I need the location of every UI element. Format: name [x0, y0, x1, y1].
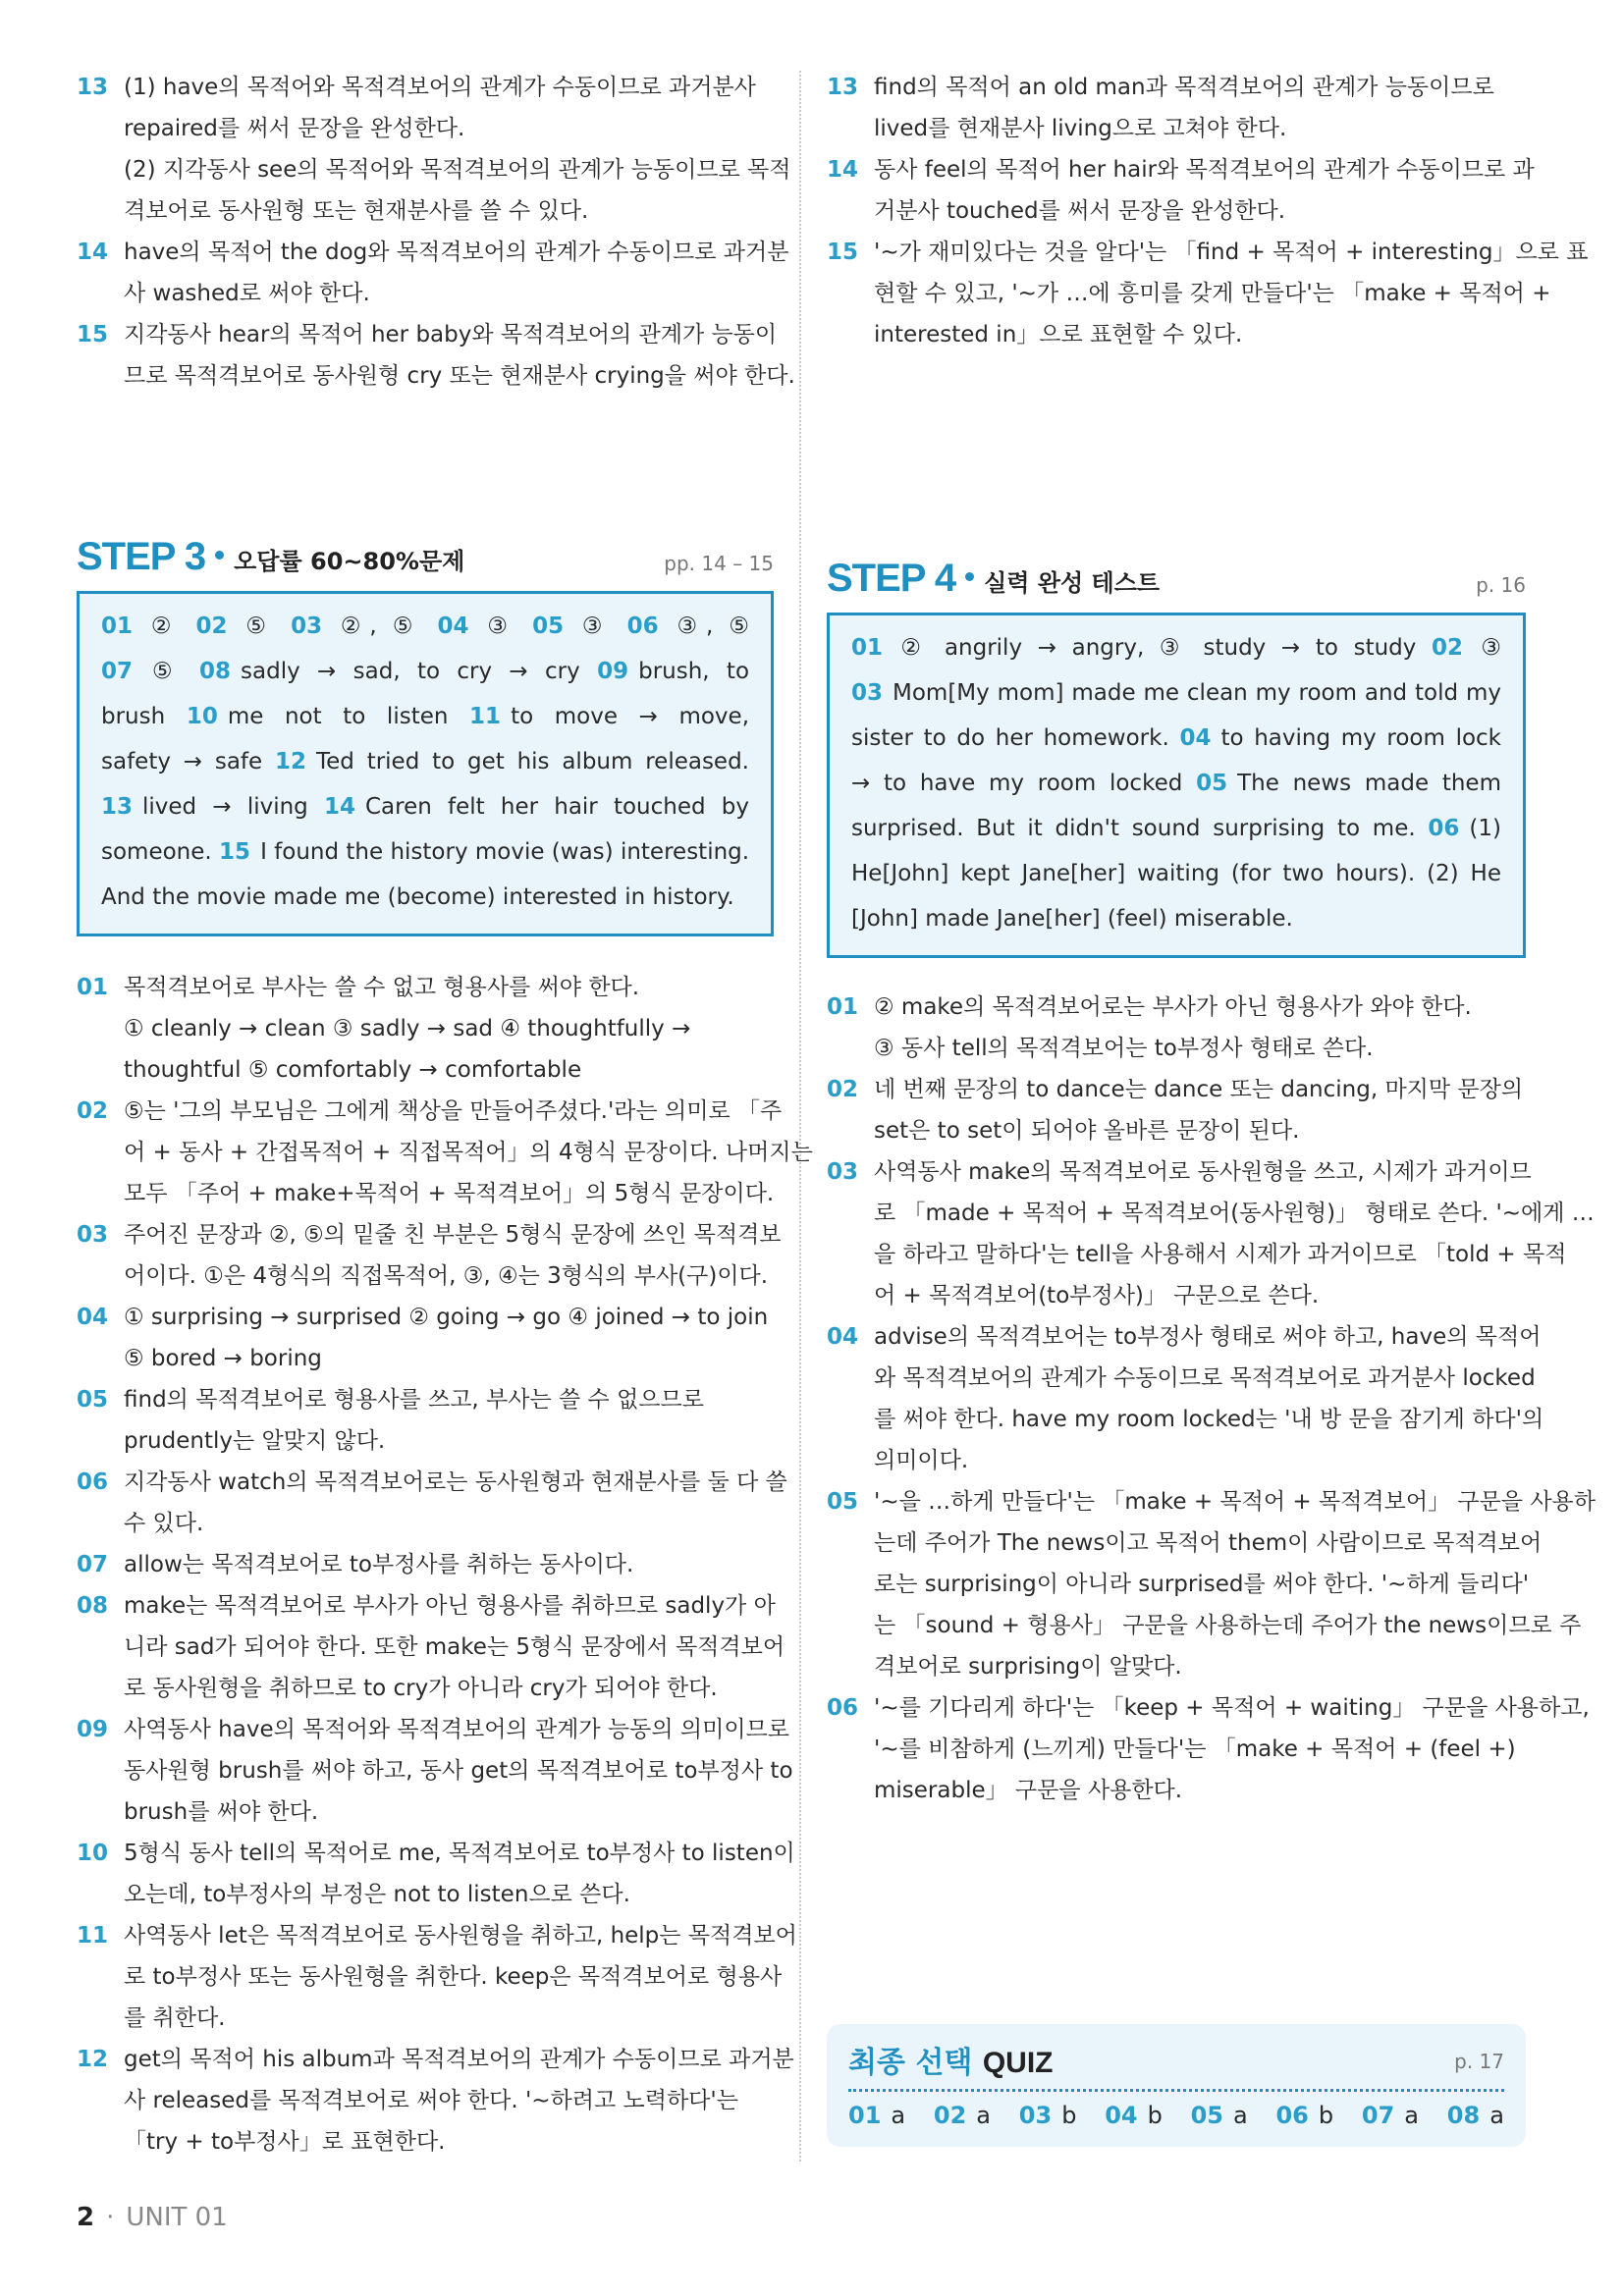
answer-segment — [275, 749, 749, 774]
item-text-line: thoughtful ⑤ comfortably → comfortable — [124, 1057, 582, 1083]
item-text-line: 사 released를 목적격보어로 써야 한다. '~하려고 노력하다'는 — [124, 2088, 738, 2113]
item-text-line: 을 하라고 말하다'는 tell을 사용해서 시제가 과거이므로 「told + 목적 — [874, 1242, 1567, 1267]
item-text-line: 의미이다. — [874, 1448, 969, 1473]
column-divider — [799, 71, 801, 2162]
step4-page-ref: p. 16 — [1476, 573, 1526, 597]
item-number: 08 — [77, 1593, 109, 1619]
item-text-line: 로 to부정사 또는 동사원형을 취한다. keep은 목적격보어로 형용사 — [124, 1964, 783, 1990]
answer-number: 09 — [597, 659, 629, 684]
explanation-item — [77, 1585, 785, 1709]
item-text-line: 「try + to부정사」로 표현한다. — [124, 2129, 446, 2155]
item-text-line: 어 + 동사 + 간접목적어 + 직접목적어」의 4형식 문장이다. 나머지는 — [124, 1140, 813, 1165]
item-number: 14 — [827, 157, 859, 183]
answer-segment — [291, 614, 421, 639]
answer-number: 08 — [199, 659, 232, 684]
item-number: 02 — [827, 1077, 859, 1102]
answer-segment — [101, 704, 165, 729]
answer-line — [101, 829, 749, 875]
item-number: 13 — [77, 75, 109, 100]
answer-line — [851, 851, 1501, 896]
item-text-line: 현할 수 있고, '~가 …에 흥미를 갖게 만들다'는 「make + 목적어 + — [874, 281, 1551, 306]
answer-text: [John] made Jane[her] (feel) miserable. — [851, 906, 1293, 932]
item-text-line: 목적격보어로 부사는 쓸 수 없고 형용사를 써야 한다. — [124, 975, 640, 1000]
answer-number: 07 — [101, 659, 134, 684]
item-number: 03 — [77, 1222, 109, 1248]
unit-label: UNIT 01 — [126, 2203, 228, 2232]
item-text-line: find의 목적격보어로 형용사를 쓰고, 부사는 쓸 수 없으므로 — [124, 1387, 704, 1413]
answer-number: 10 — [186, 704, 218, 729]
step4-subtitle: 실력 완성 테스트 — [984, 568, 1161, 597]
quiz-number: 05 — [1190, 2102, 1223, 2129]
quiz-choice: a — [976, 2102, 992, 2129]
quiz-answer — [1447, 2102, 1504, 2129]
step3-explanations — [77, 967, 813, 2163]
answer-text: → to have my room locked — [851, 771, 1183, 796]
item-number: 05 — [827, 1489, 859, 1515]
quiz-choice: b — [1147, 2102, 1163, 2129]
item-text-line: 거분사 touched를 써서 문장을 완성한다. — [874, 198, 1286, 224]
item-text-line: 주어진 문장과 ②, ⑤의 밑줄 친 부분은 5형식 문장에 쓰인 목적격보 — [124, 1222, 782, 1248]
answer-text: lived → living — [142, 794, 308, 820]
answer-text: And the movie made me (become) interested in history. — [101, 884, 734, 910]
answer-number: 02 — [1432, 635, 1464, 661]
item-text-line: 로 「made + 목적어 + 목적격보어(동사원형)」 형태로 쓴다. '~에게 … — [874, 1201, 1595, 1226]
answer-number: 04 — [1179, 725, 1212, 751]
item-number: 03 — [827, 1159, 859, 1185]
answer-text: The news made them — [1237, 771, 1501, 796]
explanation-item — [77, 967, 774, 1091]
answer-text: ③ — [1473, 635, 1501, 661]
quiz-choice: a — [1233, 2102, 1248, 2129]
item-number: 10 — [77, 1841, 109, 1866]
answer-segment — [469, 704, 749, 729]
answer-segment — [851, 771, 1182, 796]
item-text-line: 사역동사 make의 목적격보어로 동사원형을 쓰고, 시제가 과거이므 — [874, 1159, 1532, 1185]
item-text-line: 오는데, to부정사의 부정은 not to listen으로 쓴다. — [124, 1882, 630, 1907]
answer-number: 01 — [101, 614, 134, 639]
quiz-number: 06 — [1275, 2102, 1309, 2129]
explanation-item — [77, 1915, 797, 2039]
answer-segment — [851, 680, 1501, 706]
quiz-answer — [1105, 2102, 1163, 2129]
item-number: 12 — [77, 2047, 109, 2072]
step4-header — [827, 552, 1526, 601]
quiz-choice: b — [1318, 2102, 1334, 2129]
explanation-item — [77, 1297, 774, 1379]
item-number: 09 — [77, 1717, 109, 1742]
item-text-line: 어이다. ①은 4형식의 직접목적어, ③, ④는 3형식의 부사(구)이다. — [124, 1263, 769, 1289]
item-text-line: '~를 비참하게 (느끼게) 만들다'는 「make + 목적어 + (feel +) — [874, 1736, 1516, 1762]
quiz-choice: b — [1061, 2102, 1077, 2129]
explanation-item — [77, 1833, 795, 1915]
answer-number: 12 — [274, 749, 306, 774]
quiz-number: 03 — [1018, 2102, 1053, 2129]
answer-text: (1) — [1469, 816, 1502, 841]
answer-segment — [1428, 816, 1501, 841]
answer-segment — [1432, 635, 1501, 661]
item-text-line: 지각동사 watch의 목적격보어로는 동사원형과 현재분사를 둘 다 쓸 — [124, 1469, 787, 1495]
item-text-line: 는데 주어가 The news이고 목적어 them이 사람이므로 목적격보어 — [874, 1530, 1543, 1556]
quiz-answers — [848, 2102, 1504, 2129]
answer-text: ⑤ — [237, 614, 275, 639]
step3-answer-box — [77, 591, 774, 934]
item-text-line: have의 목적어 the dog와 목적격보어의 관계가 수동이므로 과거분 — [124, 240, 789, 265]
item-text-line: brush를 써야 한다. — [124, 1799, 319, 1825]
quiz-answer — [848, 2102, 905, 2129]
item-text-line: '~가 재미있다는 것을 알다'는 「find + 목적어 + interesting」으로 표 — [874, 240, 1589, 265]
answer-segment — [438, 614, 516, 639]
answer-segment — [597, 659, 749, 684]
answer-text: ③ — [573, 614, 612, 639]
item-text-line: make는 목적격보어로 부사가 아닌 형용사를 취하므로 sadly가 아 — [124, 1593, 776, 1619]
dotted-separator — [848, 2089, 1504, 2092]
step4-explanations — [827, 987, 1596, 1811]
item-number: 06 — [77, 1469, 109, 1495]
item-text-line: ① surprising → surprised ② going → go ④ joined → to join — [124, 1305, 769, 1330]
answer-text: I found the history movie (was) interesting. — [260, 839, 750, 865]
answer-text: brush — [101, 704, 166, 729]
item-text-line: prudently는 알맞지 않다. — [124, 1428, 386, 1454]
explanation-item — [77, 1379, 774, 1462]
quiz-answer — [934, 2102, 991, 2129]
explanation-item — [77, 314, 795, 397]
explanation-item — [827, 1687, 1590, 1811]
answer-text: sister to do her homework. — [851, 725, 1169, 751]
answer-segment — [187, 704, 449, 729]
answer-segment — [324, 794, 749, 820]
answer-number: 15 — [219, 839, 251, 865]
item-text-line: 5형식 동사 tell의 목적어로 me, 목적격보어로 to부정사 to listen이 — [124, 1841, 795, 1866]
item-text-line: 와 목적격보어의 관계가 수동이므로 목적격보어로 과거분사 locked — [874, 1365, 1536, 1391]
quiz-page-ref: p. 17 — [1454, 2050, 1504, 2073]
answer-text: ③ — [478, 614, 516, 639]
item-text-line: advise의 목적격보어는 to부정사 형태로 써야 하고, have의 목적어 — [874, 1324, 1542, 1350]
step3-header — [77, 530, 774, 579]
answer-number: 05 — [532, 614, 565, 639]
item-text-line: 동사원형 brush를 써야 하고, 동사 get의 목적격보어로 to부정사 to — [124, 1758, 793, 1784]
quiz-answer — [1191, 2102, 1248, 2129]
quiz-choice: a — [1489, 2102, 1504, 2129]
item-text-line: allow는 목적격보어로 to부정사를 취하는 동사이다. — [124, 1552, 634, 1577]
answer-number: 01 — [851, 635, 884, 661]
item-text-line: lived를 현재분사 living으로 고쳐야 한다. — [874, 116, 1287, 141]
answer-text: ⑤ — [142, 659, 183, 684]
explanation-item — [77, 232, 789, 314]
answer-text: sadly → sad, to cry → cry — [241, 659, 580, 684]
page-footer — [77, 2203, 228, 2232]
answer-line — [101, 739, 749, 784]
item-text-line: 로 동사원형을 취하므로 to cry가 아니라 cry가 되어야 한다. — [124, 1676, 718, 1701]
item-text-line: 니라 sad가 되어야 한다. 또한 make는 5형식 문장에서 목적격보어 — [124, 1634, 785, 1660]
quiz-answer — [1275, 2102, 1333, 2129]
quiz-choice: a — [1404, 2102, 1420, 2129]
item-text-line: 어 + 목적격보어(to부정사)」 구문으로 쓴다. — [874, 1283, 1320, 1308]
answer-text: ②, ⑤ — [332, 614, 422, 639]
item-text-line: 격보어로 동사원형 또는 현재분사를 쓸 수 있다. — [124, 198, 589, 224]
item-number: 05 — [77, 1387, 109, 1413]
item-text-line: 사 washed로 써야 한다. — [124, 281, 370, 306]
answer-segment — [1179, 725, 1501, 751]
item-text-line: 는 「sound + 형용사」 구문을 사용하는데 주어가 the news이므로 주 — [874, 1613, 1582, 1638]
item-text-line: (2) 지각동사 see의 목적어와 목적격보어의 관계가 능동이므로 목적 — [124, 157, 791, 183]
item-text-line: 지각동사 hear의 목적어 her baby와 목적격보어의 관계가 능동이 — [124, 322, 778, 347]
explanation-item — [827, 67, 1526, 149]
answer-segment — [101, 659, 183, 684]
item-text-line: 므로 목적격보어로 동사원형 cry 또는 현재분사 crying을 써야 한다. — [124, 363, 795, 389]
item-text-line: 로는 surprising이 아니라 surprised를 써야 한다. '~하게 들리다' — [874, 1572, 1530, 1597]
answer-line — [851, 625, 1501, 670]
answer-segment — [101, 839, 212, 865]
quiz-number: 07 — [1361, 2102, 1395, 2129]
answer-segment — [101, 794, 308, 820]
item-number: 04 — [77, 1305, 109, 1330]
answer-line — [851, 806, 1501, 851]
quiz-number: 01 — [848, 2102, 882, 2129]
quiz-number: 08 — [1446, 2102, 1481, 2129]
item-number: 15 — [827, 240, 859, 265]
answer-text: He[John] kept Jane[her] waiting (for two hours). — [851, 861, 1416, 886]
quiz-title-korean: 최종 선택 — [848, 2046, 973, 2080]
quiz-choice: a — [891, 2102, 906, 2129]
answer-segment — [199, 659, 580, 684]
answer-number: 03 — [851, 680, 884, 706]
answer-text: ② — [142, 614, 181, 639]
item-text-line: get의 목적어 his album과 목적격보어의 관계가 수동이므로 과거분 — [124, 2047, 794, 2072]
item-text-line: (1) have의 목적어와 목적격보어의 관계가 수동이므로 과거분사 — [124, 75, 756, 100]
explanation-item — [77, 1214, 782, 1297]
answer-line — [101, 784, 749, 829]
item-text-line: 를 취한다. — [124, 2005, 226, 2031]
answer-line — [101, 649, 749, 694]
item-text-line: ① cleanly → clean ③ sadly → sad ④ thoughtfully → — [124, 1016, 691, 1041]
answer-text: surprised. But it didn't sound surprising to me. — [851, 816, 1416, 841]
step4-label: STEP 4 — [827, 557, 956, 600]
answer-segment — [851, 816, 1416, 841]
quiz-title — [848, 2038, 1504, 2081]
item-text-line: 동사 feel의 목적어 her hair와 목적격보어의 관계가 수동이므로 과 — [874, 157, 1535, 183]
answer-text: to having my room lock — [1220, 725, 1501, 751]
step3-subtitle: 오답률 60~80%문제 — [234, 547, 465, 575]
item-text-line: 수 있다. — [124, 1511, 204, 1536]
answer-number: 03 — [291, 614, 323, 639]
item-text-line: 사역동사 let은 목적격보어로 동사원형을 취하고, help는 목적격보어 — [124, 1923, 797, 1949]
answer-segment — [1196, 771, 1501, 796]
answer-segment — [851, 861, 1415, 886]
quiz-answer — [1019, 2102, 1077, 2129]
item-text-line: repaired를 써서 문장을 완성한다. — [124, 116, 465, 141]
answer-number: 06 — [1428, 816, 1460, 841]
item-text-line: find의 목적어 an old man과 목적격보어의 관계가 능동이므로 — [874, 75, 1494, 100]
answer-number: 05 — [1196, 771, 1228, 796]
item-number: 06 — [827, 1695, 859, 1721]
explanation-item — [77, 1709, 793, 1833]
page-number: 2 — [77, 2203, 95, 2232]
item-number: 02 — [77, 1098, 109, 1124]
answer-segment — [196, 614, 275, 639]
answer-segment — [219, 839, 749, 865]
answer-segment — [627, 614, 749, 639]
answer-line — [101, 875, 749, 920]
explanation-item — [77, 1091, 813, 1214]
answer-segment — [851, 725, 1169, 751]
item-text-line: 격보어로 surprising이 알맞다. — [874, 1654, 1182, 1680]
explanation-item — [827, 1481, 1596, 1687]
quiz-number: 04 — [1105, 2102, 1138, 2129]
item-text-line: interested in」으로 표현할 수 있다. — [874, 322, 1243, 347]
item-text-line: 를 써야 한다. have my room locked는 '내 방 문을 잠기게 하다'의 — [874, 1407, 1544, 1432]
answer-line — [851, 896, 1501, 941]
item-text-line: ③ 동사 tell의 목적격보어는 to부정사 형태로 쓴다. — [874, 1036, 1374, 1061]
answer-segment — [101, 884, 734, 910]
explanation-item — [827, 232, 1589, 355]
step3-page-ref: pp. 14 – 15 — [664, 552, 774, 575]
answer-number: 11 — [469, 704, 502, 729]
explanation-item — [827, 1316, 1544, 1481]
step4-title — [827, 557, 1160, 601]
item-number: 07 — [77, 1552, 109, 1577]
answer-segment — [101, 614, 180, 639]
item-number: 14 — [77, 240, 109, 265]
explanation-item — [77, 67, 791, 232]
item-text-line: '~를 기다리게 하다'는 「keep + 목적어 + waiting」 구문을 사용하고, — [874, 1695, 1590, 1721]
item-number: 13 — [827, 75, 859, 100]
item-text-line: 모두 「주어 + make+목적어 + 목적격보어」의 5형식 문장이다. — [124, 1181, 775, 1206]
answer-text: Ted tried to get his album released. — [316, 749, 749, 774]
item-number: 01 — [827, 994, 859, 1020]
footer-separator: · — [106, 2203, 115, 2232]
explanation-item — [77, 2039, 794, 2163]
answer-segment — [101, 749, 262, 774]
final-quiz-box — [827, 2024, 1526, 2147]
answer-line — [101, 694, 749, 739]
explanation-item — [827, 1151, 1595, 1316]
top-right-explanations — [827, 67, 1589, 355]
answer-number: 14 — [323, 794, 355, 820]
bullet-dot-icon — [215, 551, 224, 560]
top-left-explanations — [77, 67, 795, 397]
item-text-line: ② make의 목적격보어로는 부사가 아닌 형용사가 와야 한다. — [874, 994, 1472, 1020]
item-text-line: 사역동사 have의 목적어와 목적격보어의 관계가 능동의 의미이므로 — [124, 1717, 789, 1742]
answer-text: someone. — [101, 839, 212, 865]
answer-text: (2) He — [1427, 861, 1501, 886]
answer-text: Caren felt her hair touched by — [365, 794, 749, 820]
answer-text: brush, to — [638, 659, 750, 684]
item-text-line: set은 to set이 되어야 올바른 문장이 된다. — [874, 1118, 1300, 1144]
item-number: 11 — [77, 1923, 109, 1949]
item-number: 01 — [77, 975, 109, 1000]
answer-text: ③, ⑤ — [668, 614, 750, 639]
answer-segment — [1427, 861, 1501, 886]
bullet-dot-icon — [965, 572, 974, 581]
answer-text: Mom[My mom] made me clean my room and told my — [893, 680, 1501, 706]
item-text-line: 네 번째 문장의 to dance는 dance 또는 dancing, 마지막 문장의 — [874, 1077, 1524, 1102]
answer-text: safety → safe — [101, 749, 263, 774]
answer-line — [851, 761, 1501, 806]
item-text-line: ⑤는 '그의 부모님은 그에게 책상을 만들어주셨다.'라는 의미로 「주 — [124, 1098, 783, 1124]
answer-text: me not to listen — [227, 704, 449, 729]
item-text-line: '~을 …하게 만들다'는 「make + 목적어 + 목적격보어」 구문을 사용하 — [874, 1489, 1596, 1515]
answer-segment — [851, 635, 1416, 661]
item-number: 04 — [827, 1324, 859, 1350]
step3-title — [77, 535, 464, 579]
quiz-answer — [1362, 2102, 1419, 2129]
explanation-item — [827, 149, 1535, 232]
step4-answer-box — [827, 613, 1526, 955]
answer-text: to move → move, — [511, 704, 749, 729]
answer-line — [101, 604, 749, 649]
answer-number: 13 — [101, 794, 134, 820]
answer-line — [851, 716, 1501, 761]
answer-segment — [851, 906, 1293, 932]
answer-number: 06 — [626, 614, 659, 639]
quiz-title-english: QUIZ — [982, 2047, 1054, 2079]
explanation-item — [77, 1544, 774, 1585]
quiz-number: 02 — [933, 2102, 967, 2129]
answer-segment — [532, 614, 611, 639]
answer-number: 04 — [437, 614, 469, 639]
item-text-line: ⑤ bored → boring — [124, 1346, 322, 1371]
step3-label: STEP 3 — [77, 535, 206, 578]
item-text-line: miserable」 구문을 사용한다. — [874, 1778, 1183, 1803]
explanation-item — [827, 1069, 1526, 1151]
answer-text: ② angrily → angry, ③ study → to study — [893, 635, 1417, 661]
answer-number: 02 — [195, 614, 228, 639]
answer-line — [851, 670, 1501, 716]
item-number: 15 — [77, 322, 109, 347]
explanation-item — [77, 1462, 787, 1544]
explanation-item — [827, 987, 1526, 1069]
